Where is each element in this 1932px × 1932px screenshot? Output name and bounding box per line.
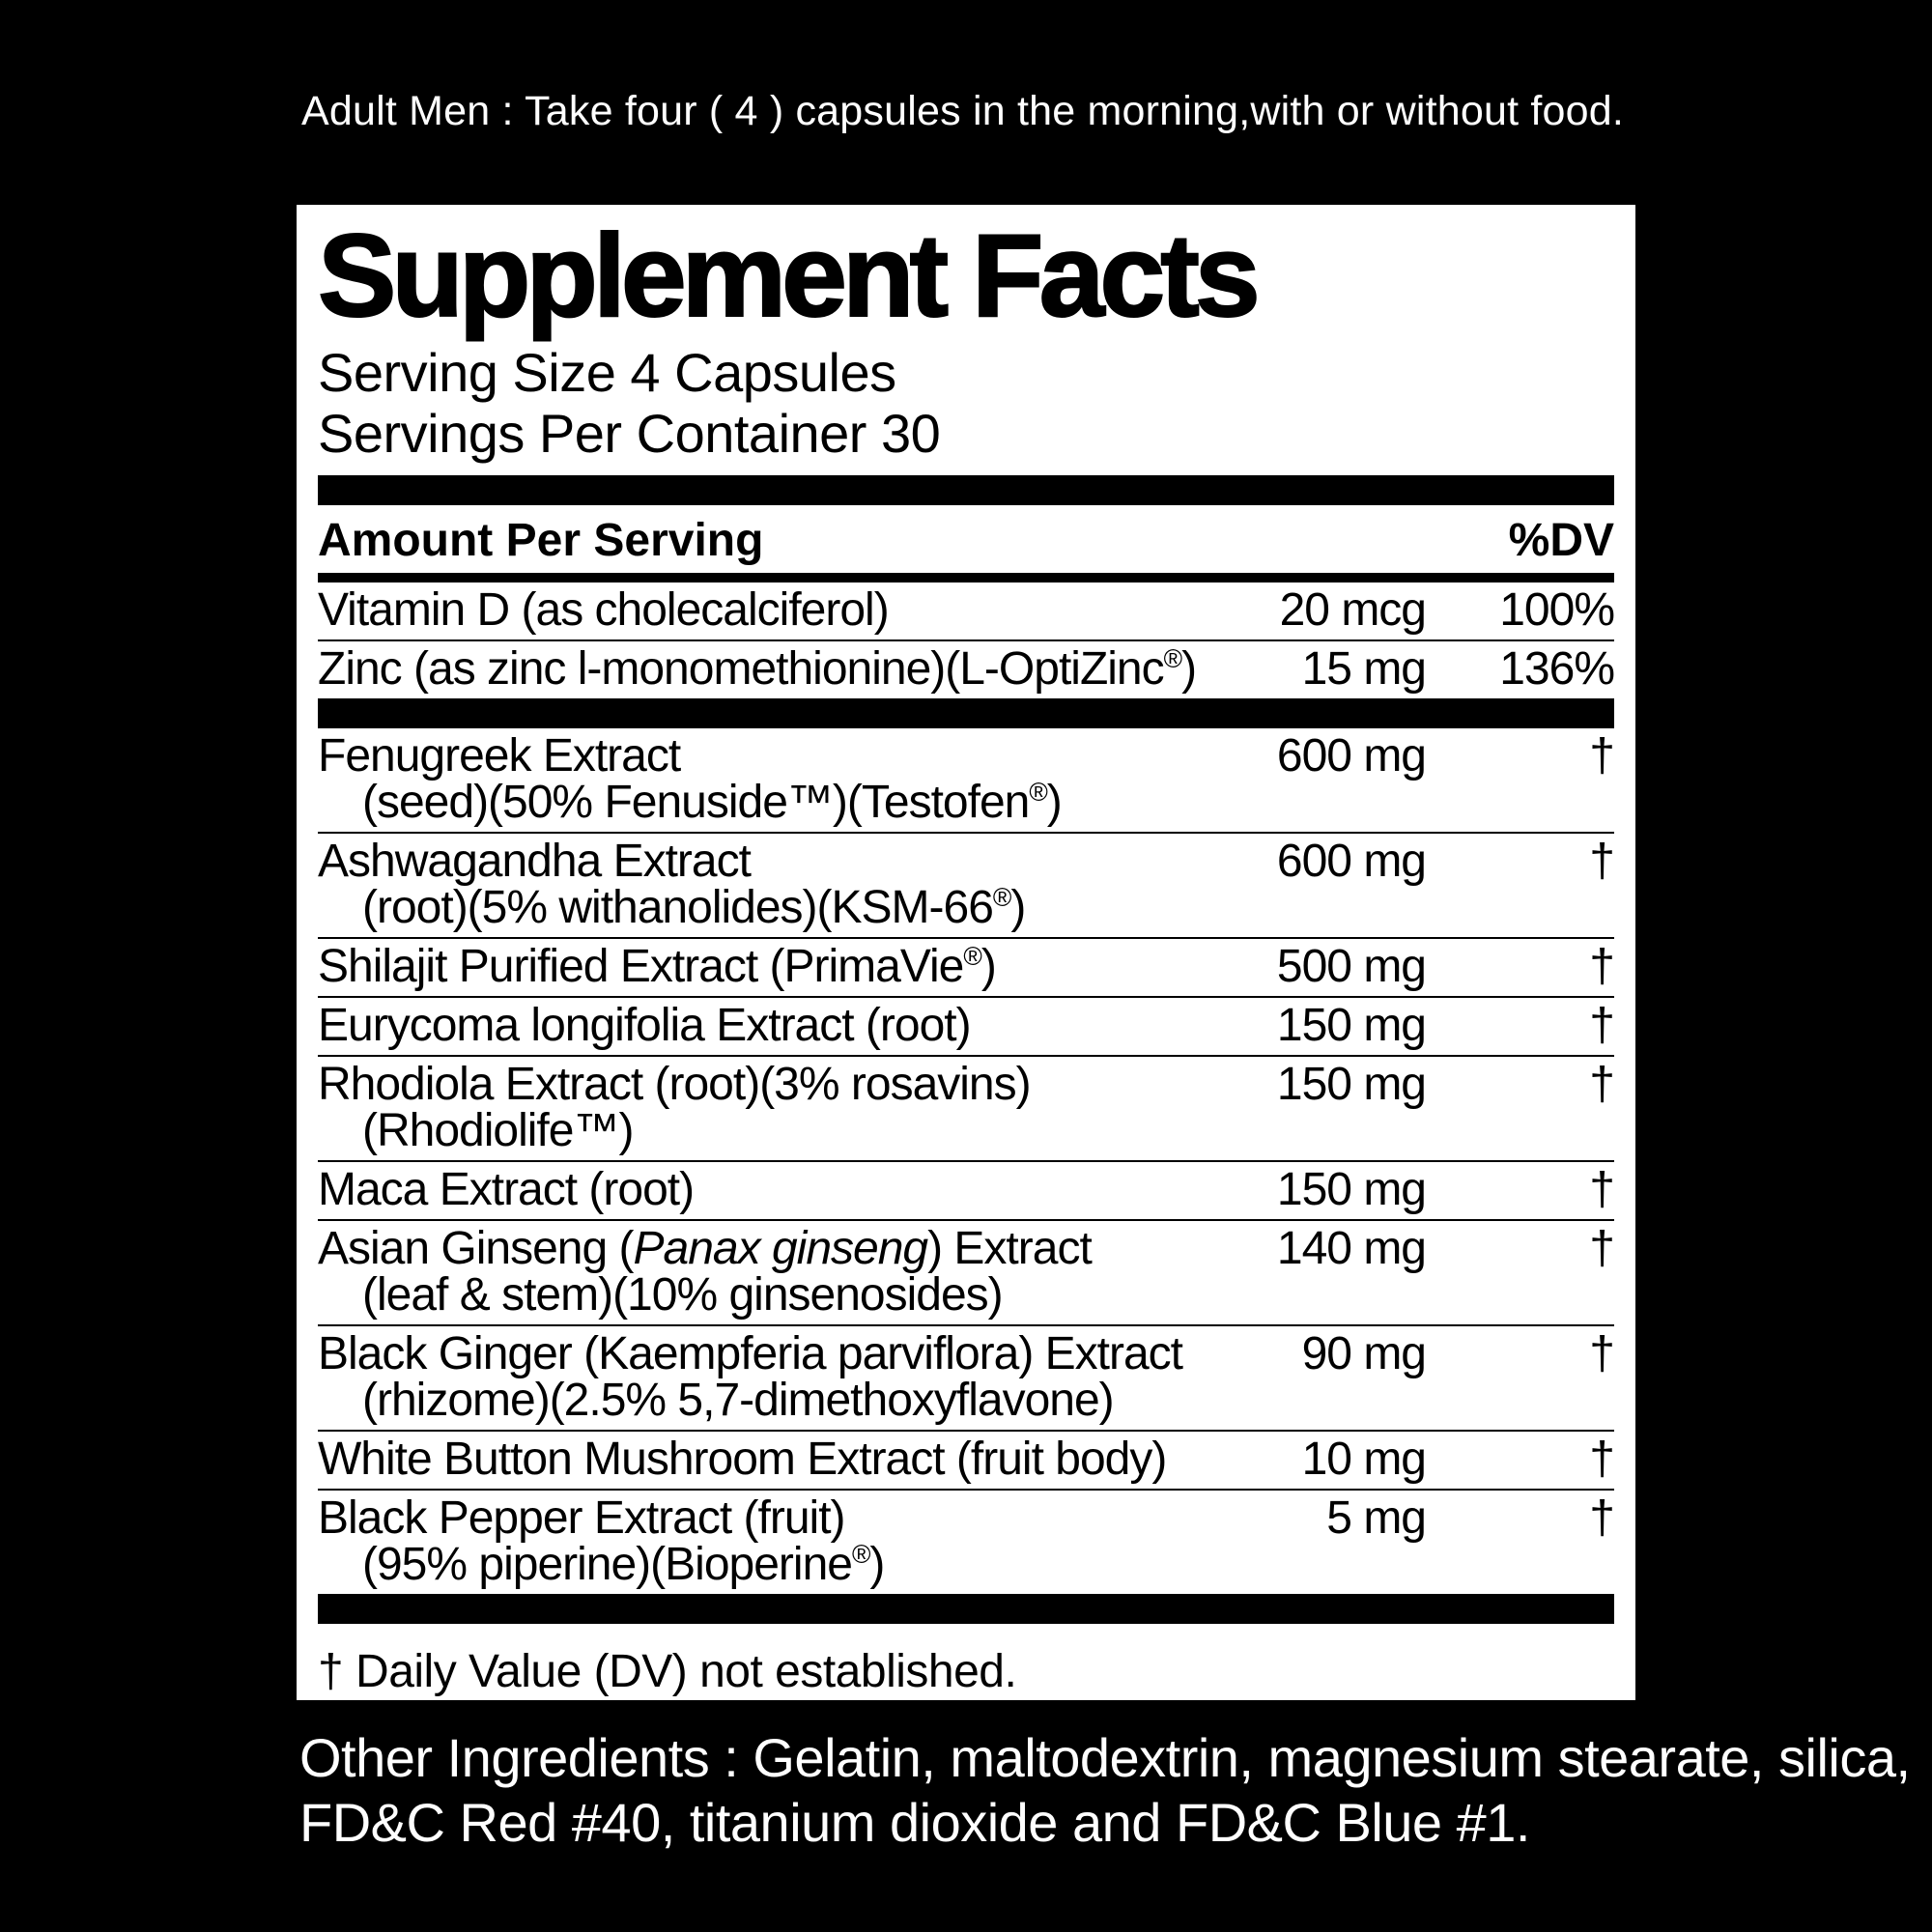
ingredient-amount: 150 mg bbox=[1276, 1059, 1426, 1110]
ingredient-amount: 10 mg bbox=[1301, 1434, 1426, 1485]
ingredient-row bbox=[318, 728, 1614, 834]
ingredient-name: Eurycoma longifolia Extract (root) bbox=[318, 1000, 971, 1051]
separator-bar bbox=[318, 475, 1614, 505]
ingredient-name: White Button Mushroom Extract (fruit body) bbox=[318, 1434, 1167, 1485]
ingredient-row bbox=[318, 582, 1614, 641]
ingredient-amount: 600 mg bbox=[1276, 730, 1426, 781]
header-underline-bar bbox=[318, 573, 1614, 582]
ingredient-dv: † bbox=[1589, 1434, 1614, 1485]
bottom-separator-bar bbox=[318, 1594, 1614, 1624]
ingredient-name: Rhodiola Extract (root)(3% rosavins) (Rhodiolife™) bbox=[318, 1059, 1031, 1156]
dosage-instruction: Adult Men : Take four ( 4 ) capsules in the morning,with or without food. bbox=[301, 88, 1624, 134]
ingredient-dv: † bbox=[1589, 1223, 1614, 1274]
servings-per-container: Servings Per Container 30 bbox=[318, 403, 941, 464]
ingredient-name: Ashwagandha Extract (root)(5% withanolides)(KSM-66®) bbox=[318, 836, 1026, 933]
ingredient-name: Shilajit Purified Extract (PrimaVie®) bbox=[318, 941, 996, 992]
ingredient-dv: † bbox=[1589, 836, 1614, 887]
ingredient-name: Black Ginger (Kaempferia parviflora) Extract (rhizome)(2.5% 5,7-dimethoxyflavone) bbox=[318, 1328, 1182, 1426]
ingredient-row bbox=[318, 998, 1614, 1057]
serving-size: Serving Size 4 Capsules bbox=[318, 342, 896, 403]
amount-per-serving-header: Amount Per Serving bbox=[318, 515, 764, 566]
ingredient-dv: † bbox=[1589, 1492, 1614, 1544]
ingredient-dv: † bbox=[1589, 1164, 1614, 1215]
ingredient-dv: 136% bbox=[1499, 643, 1614, 695]
ingredient-row bbox=[318, 1221, 1614, 1326]
ingredient-row bbox=[318, 1057, 1614, 1162]
ingredient-row bbox=[318, 1432, 1614, 1491]
ingredient-row bbox=[318, 834, 1614, 939]
ingredient-amount: 600 mg bbox=[1276, 836, 1426, 887]
ingredient-row bbox=[318, 641, 1614, 698]
ingredient-dv: † bbox=[1589, 1000, 1614, 1051]
ingredient-dv: † bbox=[1589, 1328, 1614, 1379]
ingredient-row bbox=[318, 1162, 1614, 1221]
ingredient-row bbox=[318, 1326, 1614, 1432]
ingredient-amount: 5 mg bbox=[1326, 1492, 1426, 1544]
ingredient-dv: † bbox=[1589, 1059, 1614, 1110]
ingredient-dv: 100% bbox=[1499, 584, 1614, 636]
ingredient-amount: 15 mg bbox=[1301, 643, 1426, 695]
ingredient-dv: † bbox=[1589, 730, 1614, 781]
ingredient-name: Maca Extract (root) bbox=[318, 1164, 695, 1215]
dv-footnote: † Daily Value (DV) not established. bbox=[318, 1646, 1017, 1697]
ingredient-name: Asian Ginseng (Panax ginseng) Extract (leaf & stem)(10% ginsenosides) bbox=[318, 1223, 1092, 1321]
ingredient-amount: 140 mg bbox=[1276, 1223, 1426, 1274]
ingredient-row bbox=[318, 1491, 1614, 1594]
ingredient-name: Fenugreek Extract (seed)(50% Fenuside™)(Testofen®) bbox=[318, 730, 1062, 828]
supplement-facts-panel bbox=[297, 205, 1635, 1700]
ingredient-amount: 500 mg bbox=[1276, 941, 1426, 992]
ingredient-amount: 150 mg bbox=[1276, 1000, 1426, 1051]
ingredient-name: Black Pepper Extract (fruit) (95% piperine)(Bioperine®) bbox=[318, 1492, 885, 1590]
ingredient-dv: † bbox=[1589, 941, 1614, 992]
ingredient-rows bbox=[318, 582, 1614, 1594]
ingredient-amount: 150 mg bbox=[1276, 1164, 1426, 1215]
dv-header: %DV bbox=[1508, 515, 1614, 566]
ingredient-name: Vitamin D (as cholecalciferol) bbox=[318, 584, 889, 636]
ingredient-amount: 90 mg bbox=[1301, 1328, 1426, 1379]
separator-bar bbox=[318, 698, 1614, 728]
other-ingredients-line-1: Other Ingredients : Gelatin, maltodextrin, magnesium stearate, silica, bbox=[299, 1727, 1911, 1788]
other-ingredients bbox=[299, 1725, 1911, 1855]
ingredient-amount: 20 mcg bbox=[1279, 584, 1426, 636]
other-ingredients-line-2: FD&C Red #40, titanium dioxide and FD&C Blue #1. bbox=[299, 1792, 1530, 1853]
ingredient-row bbox=[318, 939, 1614, 998]
ingredient-name: Zinc (as zinc l-monomethionine)(L-OptiZinc®) bbox=[318, 643, 1197, 695]
table-header bbox=[318, 505, 1614, 573]
panel-title: Supplement Facts bbox=[318, 210, 1256, 341]
